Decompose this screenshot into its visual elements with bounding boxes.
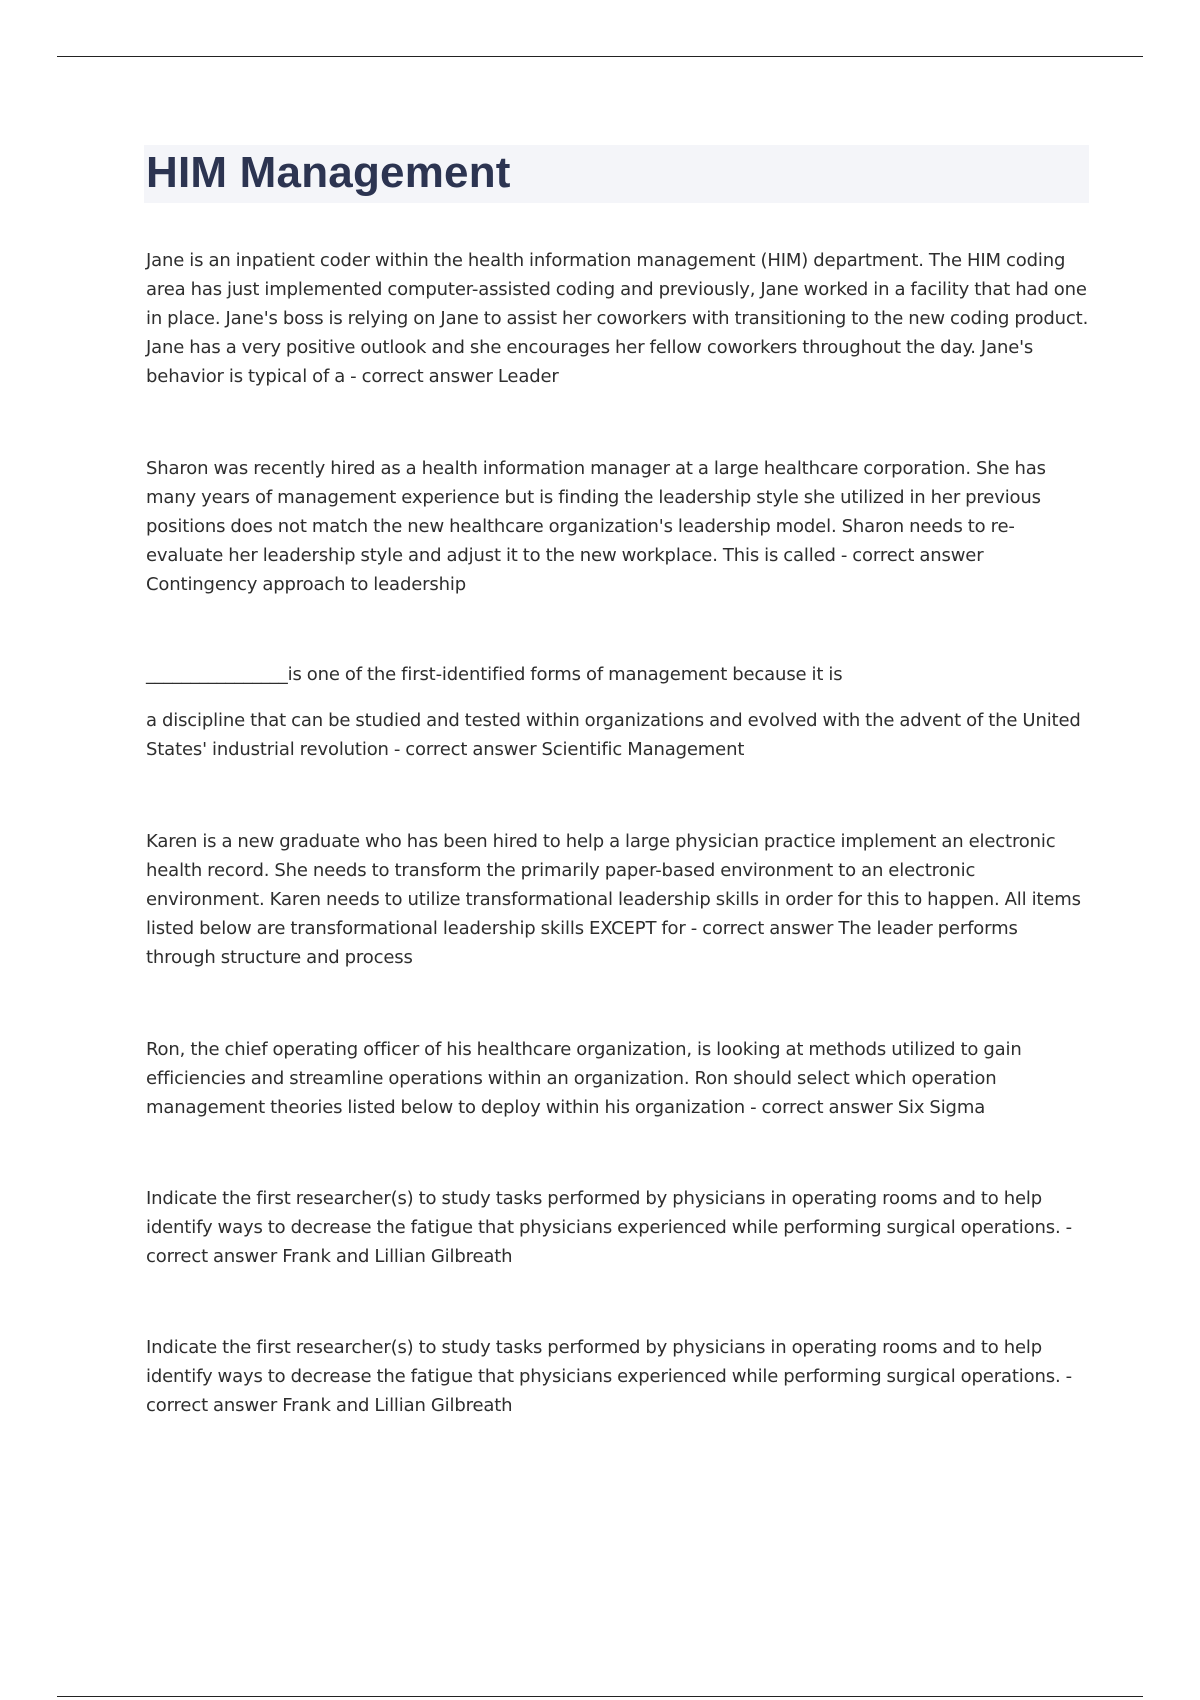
qa-item-4: Karen is a new graduate who has been hired to help a large physician practice implement an electronic health record. She needs to transform the primarily paper-based environment to an electronic environment. Karen needs to utilize transformational leadership skills in order for this to happen. All items listed below are transformational leadership skills EXCEPT for - correct answer The leader performs through structure and process (146, 831, 1081, 968)
top-page-rule (57, 56, 1143, 57)
qa-item-2: Sharon was recently hired as a health information manager at a large healthcare corporation. She has many years of management experience but is finding the leadership style she utilized in her previous positions does not match the new healthcare organization's leadership model. Sharon needs to re-evaluate her leadership style and adjust it to the new workplace. This is called - correct answer Contingency approach to leadership (146, 458, 1046, 595)
qa-item-6: Indicate the first researcher(s) to study tasks performed by physicians in operating rooms and to help identify ways to decrease the fatigue that physicians experienced while performing surgical operations. - correct answer Frank and Lillian Gilbreath (146, 1188, 1072, 1267)
page-title: HIM Management (146, 148, 511, 197)
bottom-page-rule (57, 1696, 1143, 1697)
qa-item-3-continuation: a discipline that can be studied and tested within organizations and evolved with the advent of the United States' industrial revolution - correct answer Scientific Management (146, 710, 1081, 760)
qa-item-1: Jane is an inpatient coder within the health information management (HIM) department. The HIM coding area has just implemented computer-assisted coding and previously, Jane worked in a facility that had one in place. Jane's boss is relying on Jane to assist her coworkers with transitioning to the new coding product. Jane has a very positive outlook and she encourages her fellow coworkers throughout the day. Jane's behavior is typical of a - correct answer Leader (146, 250, 1089, 387)
qa-item-5: Ron, the chief operating officer of his healthcare organization, is looking at methods utilized to gain efficiencies and streamline operations within an organization. Ron should select which operation management theories listed below to deploy within his organization - correct answer Six Sigma (146, 1039, 1022, 1118)
qa-item-3-question: ________________is one of the first-identified forms of management because it is (146, 664, 843, 685)
qa-item-7: Indicate the first researcher(s) to study tasks performed by physicians in operating rooms and to help identify ways to decrease the fatigue that physicians experienced while performing surgical operations. - correct answer Frank and Lillian Gilbreath (146, 1337, 1072, 1416)
